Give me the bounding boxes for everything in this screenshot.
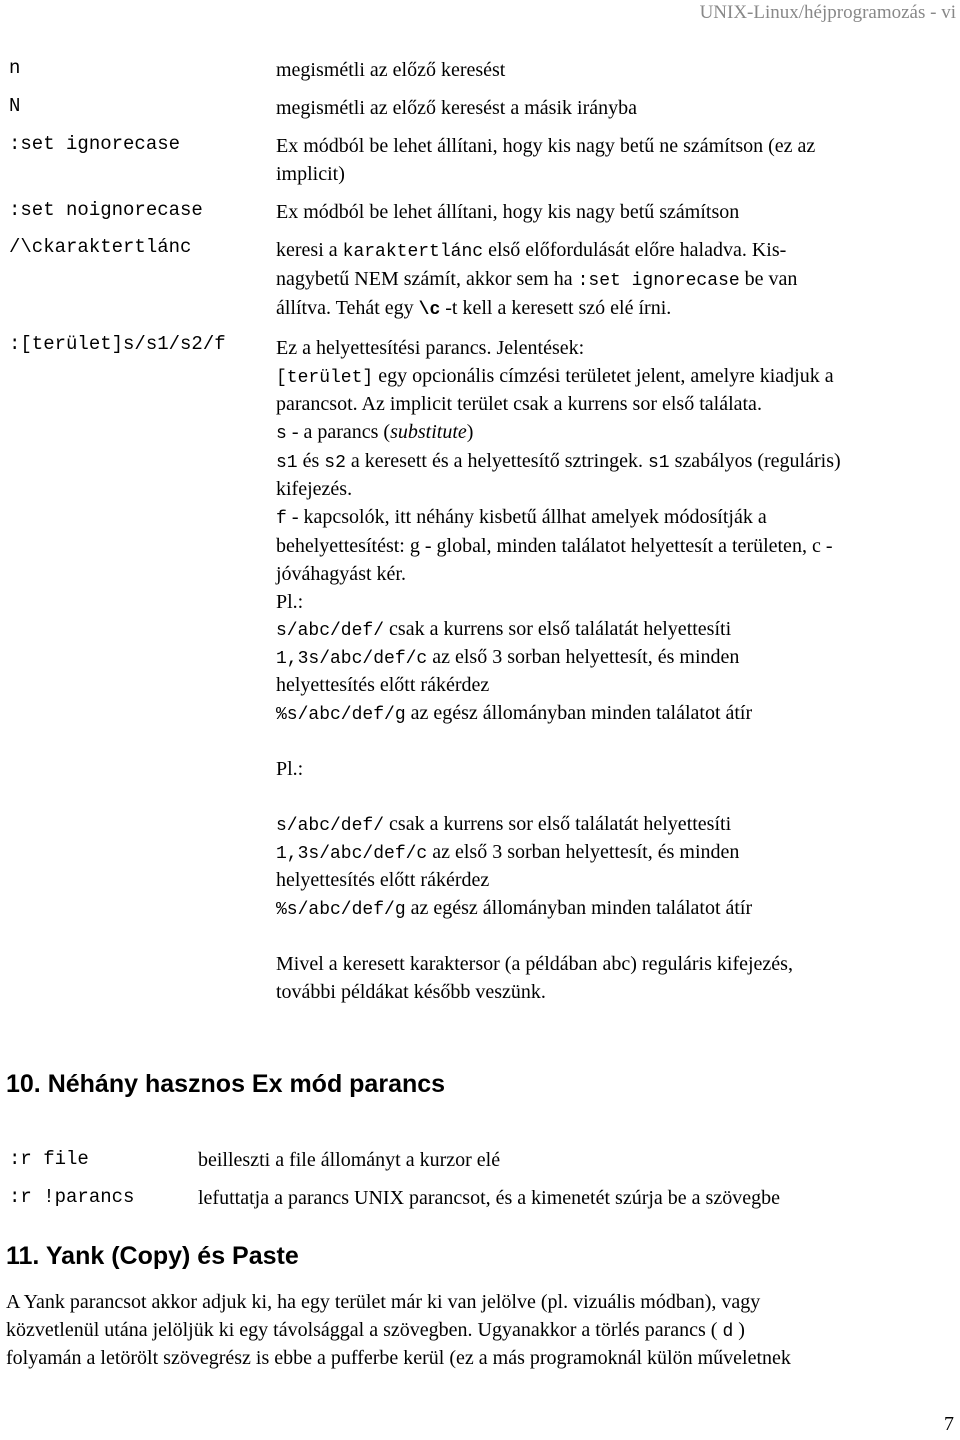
code-inline: 1,3s/abc/def/c (276, 844, 428, 864)
section-11-title: 11. Yank (Copy) és Paste (6, 1242, 299, 1270)
code-inline: d (722, 1322, 734, 1342)
subst-line7 (276, 503, 767, 533)
text: ) (466, 421, 474, 443)
text: az első 3 sorban helyettesít, és minden (427, 841, 740, 863)
code-inline: s1 (276, 453, 298, 473)
example-5 (276, 838, 739, 868)
subst-line3: parancsot. Az implicit terület csak a kurrens sor első találata. (276, 393, 762, 415)
section-10-title: 10. Néhány hasznos Ex mód parancs (6, 1070, 446, 1098)
desc-ignorecase-line1: Ex módból be lehet állítani, hogy kis nagy betű ne számítson (ez az (276, 135, 816, 157)
example-5-cont: helyettesítés előtt rákérdez (276, 869, 490, 891)
text: ) (733, 1319, 745, 1341)
desc-n: megismétli az előző keresést (276, 59, 506, 81)
subst-line6: kifejezés. (276, 478, 353, 500)
text: első előfordulását előre haladva. Kis- (483, 239, 787, 261)
text: csak a kurrens sor első találatát helyettesíti (384, 813, 732, 835)
text-italic: substitute (390, 421, 467, 443)
text: csak a kurrens sor első találatát helyettesíti (384, 618, 732, 640)
text: az egész állományban minden találatot átír (405, 897, 753, 919)
code-inline: karaktertlánc (342, 242, 484, 262)
code-inline: s (276, 424, 287, 444)
note-line1: Mivel a keresett karaktersor (a példában abc) reguláris kifejezés, (276, 953, 793, 975)
desc-r-file: beilleszti a file állományt a kurzor elé (198, 1149, 501, 1171)
key-search-c: /\ckaraktertlánc (9, 236, 192, 258)
paragraph-line2 (6, 1316, 745, 1346)
text: szabályos (reguláris) (669, 450, 841, 472)
text: be van (739, 268, 798, 290)
running-header: UNIX-Linux/héjprogramozás - vi (699, 2, 956, 23)
text: keresi a (276, 239, 343, 261)
text: a keresett és a helyettesítő sztringek. (345, 450, 648, 472)
code-inline: :set ignorecase (577, 271, 740, 291)
text: nagybetű NEM számít, akkor sem ha (276, 268, 578, 290)
text: - a parancs ( (286, 421, 391, 443)
desc-ignorecase-line2: implicit) (276, 163, 345, 185)
code-inline: [terület] (276, 368, 374, 388)
key-substitute: :[terület]s/s1/s2/f (9, 333, 226, 355)
example-2 (276, 643, 739, 673)
key-set-noignorecase: :set noignorecase (9, 199, 203, 221)
text: egy opcionális címzési területet jelent, amelyre kiadjuk a (373, 365, 834, 387)
desc-noignorecase: Ex módból be lehet állítani, hogy kis nagy betű számítson (276, 201, 740, 223)
code-inline: s/abc/def/ (276, 816, 385, 836)
code-inline: s2 (324, 453, 346, 473)
example-2-cont: helyettesítés előtt rákérdez (276, 674, 490, 696)
desc-N: megismétli az előző keresést a másik irányba (276, 97, 637, 119)
desc-search-line3 (276, 294, 671, 324)
subst-line9: jóváhagyást kér. (276, 563, 406, 585)
example-1 (276, 615, 731, 645)
paragraph-line1: A Yank parancsot akkor adjuk ki, ha egy terület már ki van jelölve (pl. vizuális módban), vagy (6, 1291, 761, 1313)
code-inline: f (276, 509, 287, 529)
key-N: N (9, 95, 21, 117)
paragraph-line3: folyamán a letörölt szövegrész is ebbe a pufferbe kerül (ez a más programoknál külön műveletnek (6, 1347, 791, 1369)
key-r-file: :r file (9, 1148, 89, 1170)
text: - kapcsolók, itt néhány kisbetű állhat amelyek módosítják a (286, 506, 767, 528)
key-set-ignorecase: :set ignorecase (9, 133, 181, 155)
code-inline: %s/abc/def/g (276, 900, 406, 920)
text: az első 3 sorban helyettesít, és minden (427, 646, 740, 668)
page-number: 7 (944, 1413, 954, 1435)
text: az egész állományban minden találatot átír (405, 702, 753, 724)
subst-line2 (276, 362, 834, 392)
code-inline: \c (418, 300, 441, 320)
note-line2: további példákat később veszünk. (276, 981, 546, 1003)
text: -t kell a keresett szó elé írni. (440, 297, 672, 319)
example-label-2: Pl.: (276, 758, 304, 780)
text: állítva. Tehát egy (276, 297, 419, 319)
example-label-1: Pl.: (276, 591, 304, 613)
subst-line4 (276, 418, 473, 448)
example-6 (276, 894, 752, 924)
subst-line5 (276, 447, 841, 477)
code-inline: s/abc/def/ (276, 621, 385, 641)
example-4 (276, 810, 731, 840)
subst-line1: Ez a helyettesítési parancs. Jelentések: (276, 337, 585, 359)
code-inline: s1 (648, 453, 670, 473)
code-inline: %s/abc/def/g (276, 705, 406, 725)
text: közvetlenül utána jelöljük ki egy távolsággal a szövegben. Ugyanakkor a törlés parancs ( (6, 1319, 723, 1341)
desc-search-line2 (276, 265, 797, 295)
text: és (297, 450, 325, 472)
subst-line8: behelyettesítést: g - global, minden találatot helyettesít a területen, c - (276, 535, 833, 557)
desc-search-line1 (276, 236, 786, 266)
key-n: n (9, 57, 21, 79)
desc-r-parancs: lefuttatja a parancs UNIX parancsot, és a kimenetét szúrja be a szövegbe (198, 1187, 780, 1209)
code-inline: 1,3s/abc/def/c (276, 649, 428, 669)
example-3 (276, 699, 752, 729)
key-r-parancs: :r !parancs (9, 1186, 135, 1208)
